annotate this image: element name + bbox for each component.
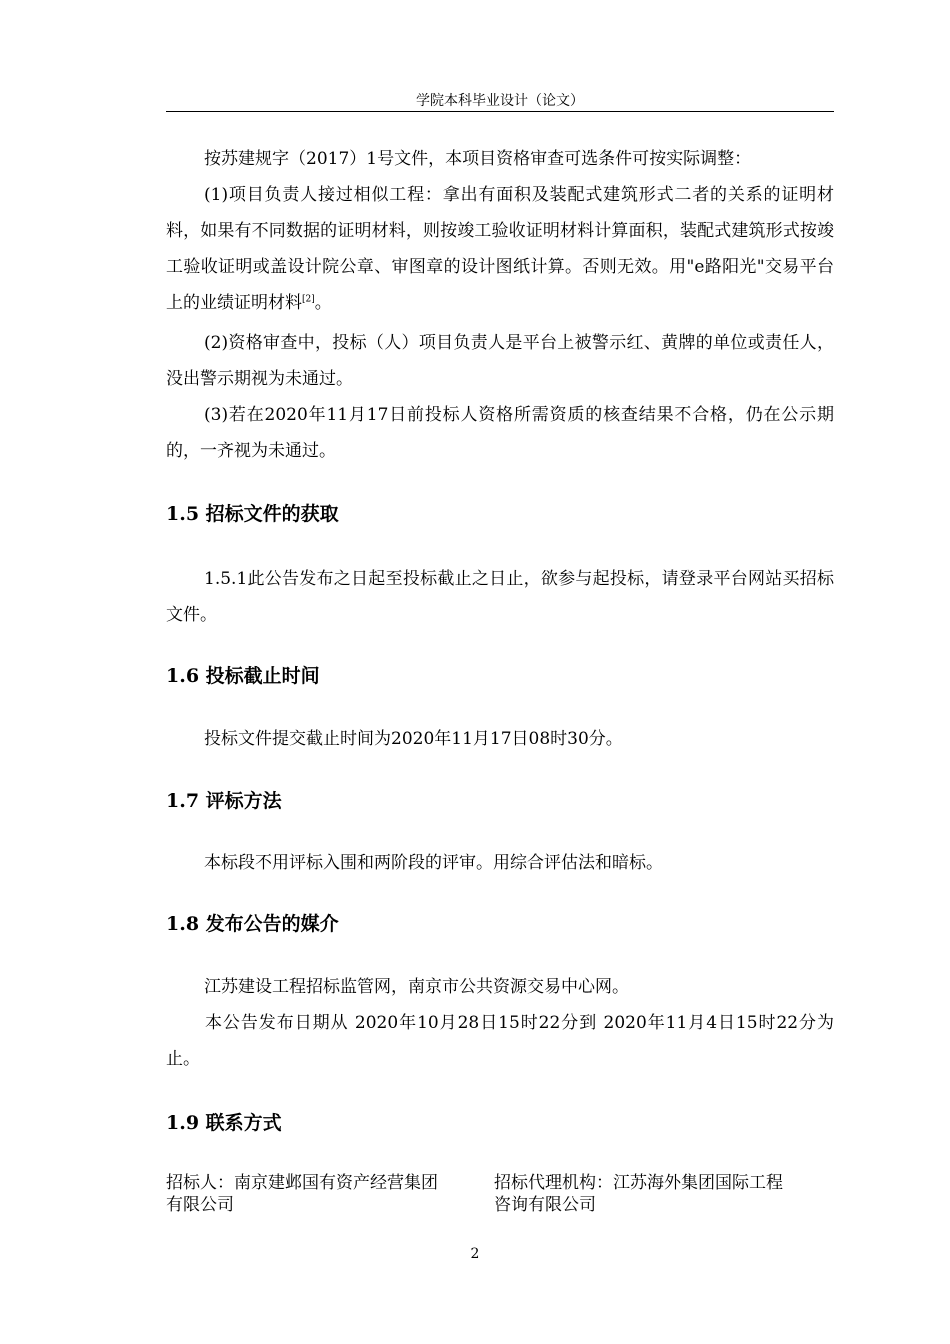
section-1-8-body-1 xyxy=(166,969,834,1005)
section-1-8-text-2: 本公告发布日期从 2020年10月28日15时22分到 2020年11月4日15时22分为止。 xyxy=(166,1013,834,1069)
section-1-8-body-2 xyxy=(166,1005,834,1077)
page-number: 2 xyxy=(470,1246,480,1262)
section-1-5-text: 1.5.1此公告发布之日起至投标截止之日止，欲参与起投标，请登录平台网站买招标文件。 xyxy=(166,569,834,625)
paragraph-condition-2 xyxy=(166,325,834,397)
paragraph-condition-3-text: (3)若在2020年11月17日前投标人资格所需资质的核查结果不合格，仍在公示期的，一齐视为未通过。 xyxy=(166,405,834,461)
section-1-6-body xyxy=(166,721,834,757)
section-1-5-body xyxy=(166,561,834,633)
page-header-title: 学院本科毕业设计（论文） xyxy=(416,93,584,109)
section-heading-1-6: 1.6 投标截止时间 xyxy=(166,665,320,687)
section-heading-1-8: 1.8 发布公告的媒介 xyxy=(166,913,339,935)
paragraph-condition-2-text: (2)资格审查中，投标（人）项目负责人是平台上被警示红、黄牌的单位或责任人，没出警示期视为未通过。 xyxy=(166,333,834,389)
section-1-8-text-1: 江苏建设工程招标监管网，南京市公共资源交易中心网。 xyxy=(204,977,629,997)
header-divider xyxy=(166,111,834,112)
section-heading-1-7: 1.7 评标方法 xyxy=(166,790,282,812)
paragraph-intro-text: 按苏建规字（2017）1号文件，本项目资格审查可选条件可按实际调整： xyxy=(204,149,752,169)
paragraph-condition-1-text: (1)项目负责人接过相似工程：拿出有面积及装配式建筑形式二者的关系的证明材料，如果有不同数据的证明材料，则按竣工验收证明材料计算面积，装配式建筑形式按竣工验收证明或盖设计院公章、审图章的设计图纸计算。否则无效。用"e路阳光"交易平台上的业绩证明材料 xyxy=(166,185,834,313)
contact-agency-line-1: 招标代理机构：江苏海外集团国际工程 xyxy=(494,1173,783,1193)
paragraph-condition-1-end: 。 xyxy=(314,293,332,313)
section-1-7-text: 本标段不用评标入围和两阶段的评审。用综合评估法和暗标。 xyxy=(204,853,663,873)
contact-tenderer-line-2: 有限公司 xyxy=(166,1195,234,1215)
contact-tenderer-line-1: 招标人：南京建邺国有资产经营集团 xyxy=(166,1173,438,1193)
citation-ref: [2] xyxy=(302,294,315,305)
contact-agency xyxy=(494,1172,834,1216)
paragraph-condition-3 xyxy=(166,397,834,469)
section-1-6-text: 投标文件提交截止时间为2020年11月17日08时30分。 xyxy=(204,729,623,749)
section-heading-1-9: 1.9 联系方式 xyxy=(166,1112,282,1134)
contact-agency-line-2: 咨询有限公司 xyxy=(494,1195,596,1215)
section-1-7-body xyxy=(166,845,834,881)
section-heading-1-5: 1.5 招标文件的获取 xyxy=(166,503,339,525)
contact-tenderer xyxy=(166,1172,486,1216)
paragraph-intro xyxy=(166,141,834,177)
paragraph-condition-1 xyxy=(166,177,834,321)
